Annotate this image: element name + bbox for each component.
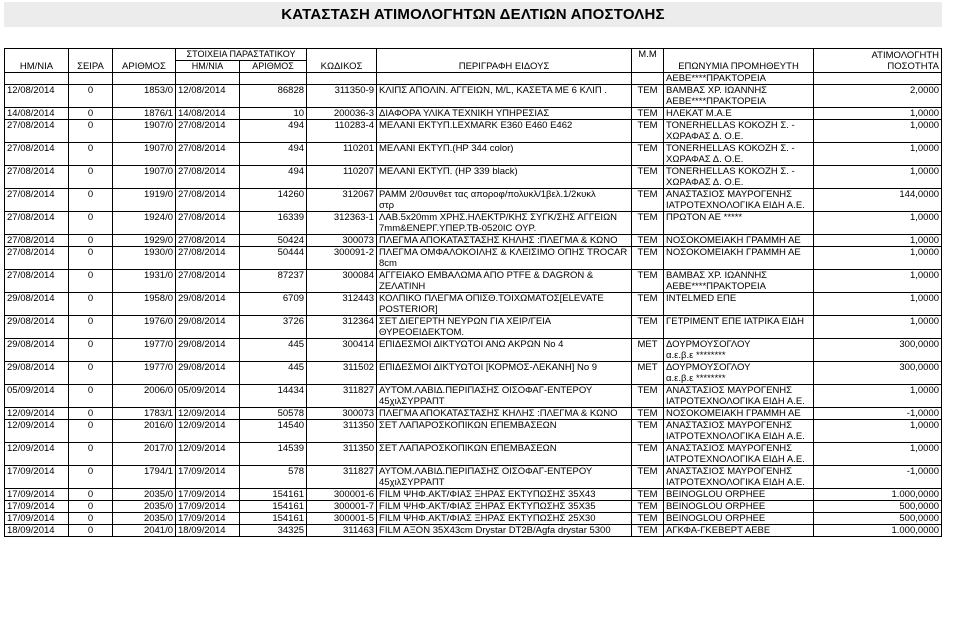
cell-doc-date: 27/08/2014 (176, 166, 240, 189)
cell-date: 27/08/2014 (5, 212, 69, 235)
cell-number: 1930/0 (113, 247, 176, 270)
cell-number: 1783/1 (113, 408, 176, 420)
cell-date: 17/09/2014 (5, 513, 69, 525)
cell-supplier: BEINOGLOU ORPHEE (664, 489, 814, 501)
cell-quantity: 1,0000 (814, 420, 942, 443)
cell-number: 2035/0 (113, 513, 176, 525)
cell-supplier: ΑΝΑΣΤΑΣΙΟΣ ΜΑΥΡΟΓΕΝΗΣ ΙΑΤΡΟΤΕΧΝΟΛΟΓΙΚΑ ΕΙΔΗ Α.Ε. (664, 385, 814, 408)
cell-date: 17/09/2014 (5, 501, 69, 513)
cell-unit: TEM (632, 108, 664, 120)
cell-number: 1929/0 (113, 235, 176, 247)
cell-description: ΑΓΓΕΙΑΚΟ ΕΜΒΑΛΩΜΑ ΑΠΟ PTFE & DAGRON & ΖΕΛΑΤΙΝΗ (377, 270, 632, 293)
cell-number: 2035/0 (113, 489, 176, 501)
cell-description: ΚΟΛΠΙΚΟ ΠΛΕΓΜΑ ΟΠΙΣΘ.ΤΟΙΧΩΜΑΤΟΣ[ELEVATE POSTERIOR] (377, 293, 632, 316)
cell-doc-number: 154161 (240, 513, 307, 525)
cell-supplier: ΝΟΣΟΚΟΜΕΙΑΚΗ ΓΡΑΜΜΗ ΑΕ (664, 247, 814, 270)
cell-doc-date: 17/09/2014 (176, 466, 240, 489)
cell-doc-number: 14434 (240, 385, 307, 408)
cell-unit: TEM (632, 408, 664, 420)
cell-quantity: -1,0000 (814, 408, 942, 420)
cell-number: 1931/0 (113, 270, 176, 293)
table-row (5, 443, 942, 466)
cell-description: ΕΠΙΔΕΣΜΟΙ ΔΙΚΤΥΩΤΟΙ [ΚΟΡΜΟΣ-ΛΕΚΑΝΗ] Νο 9 (377, 362, 632, 385)
cell-unit: TEM (632, 235, 664, 247)
cell-supplier: ΒΑΜΒΑΣ ΧΡ. ΙΩΑΝΝΗΣ ΑΕΒΕ****ΠΡΑΚΤΟΡΕΙΑ (664, 270, 814, 293)
header-unit: Μ.Μ (632, 49, 664, 73)
header-doc-date: ΗΜ/ΝΙΑ (176, 61, 240, 73)
cell-code: 300073 (307, 235, 377, 247)
cell-supplier: ΔΟΥΡΜΟΥΣΟΓΛΟΥ α.ε.β.ε ******** (664, 362, 814, 385)
cell-unit: TEM (632, 316, 664, 339)
cell-number: 2016/0 (113, 420, 176, 443)
cell-number: 1907/0 (113, 120, 176, 143)
cell-series: 0 (69, 166, 113, 189)
cell-description: ΜΕΛΑΝΙ ΕΚΤΥΠ.LEXMARK E360 E460 E462 (377, 120, 632, 143)
cell-supplier: ΑΕΒΕ****ΠΡΑΚΤΟΡΕΙΑ (664, 73, 814, 85)
cell-quantity: 1,0000 (814, 293, 942, 316)
cell-series: 0 (69, 385, 113, 408)
cell-unit: TEM (632, 489, 664, 501)
cell-unit (632, 73, 664, 85)
table-row (5, 108, 942, 120)
cell-supplier: ΔΟΥΡΜΟΥΣΟΓΛΟΥ α.ε.β.ε ******** (664, 339, 814, 362)
cell-date: 12/09/2014 (5, 420, 69, 443)
cell-unit: TEM (632, 189, 664, 212)
cell-doc-number: 16339 (240, 212, 307, 235)
cell-date: 27/08/2014 (5, 166, 69, 189)
cell-number: 1977/0 (113, 362, 176, 385)
cell-date: 27/08/2014 (5, 120, 69, 143)
cell-series (69, 73, 113, 85)
cell-description: FILM ΨΗΦ.ΑΚΤ/ΦΙΑΣ ΞΗΡΑΣ ΕΚΤΥΠΩΣΗΣ 35X35 (377, 501, 632, 513)
cell-doc-number: 86828 (240, 85, 307, 108)
table-row (5, 513, 942, 525)
cell-code: 110201 (307, 143, 377, 166)
cell-doc-number: 494 (240, 120, 307, 143)
cell-number: 1977/0 (113, 339, 176, 362)
cell-quantity: 1,0000 (814, 166, 942, 189)
cell-date: 27/08/2014 (5, 189, 69, 212)
cell-doc-date: 29/08/2014 (176, 293, 240, 316)
cell-unit: TEM (632, 85, 664, 108)
table-row (5, 362, 942, 385)
cell-quantity: 1.000,0000 (814, 525, 942, 537)
cell-code: 300084 (307, 270, 377, 293)
cell-quantity: 300,0000 (814, 362, 942, 385)
cell-code: 110207 (307, 166, 377, 189)
cell-doc-number: 3726 (240, 316, 307, 339)
cell-doc-date: 12/08/2014 (176, 85, 240, 108)
header-number: ΑΡΙΘΜΟΣ (113, 49, 176, 73)
cell-doc-number (240, 73, 307, 85)
cell-quantity: 1,0000 (814, 385, 942, 408)
cell-description: ΑΥΤΟΜ.ΛΑΒΙΔ.ΠΕΡΙΠΑΣΗΣ ΟΙΣΟΦΑΓ-ΕΝΤΕΡΟΥ 45χιλΣΥΡΡΑΠΤ (377, 385, 632, 408)
cell-date: 12/09/2014 (5, 443, 69, 466)
cell-supplier: ΑΝΑΣΤΑΣΙΟΣ ΜΑΥΡΟΓΕΝΗΣ ΙΑΤΡΟΤΕΧΝΟΛΟΓΙΚΑ ΕΙΔΗ Α.Ε. (664, 443, 814, 466)
cell-doc-date: 27/08/2014 (176, 143, 240, 166)
cell-doc-date: 14/08/2014 (176, 108, 240, 120)
cell-doc-date: 29/08/2014 (176, 316, 240, 339)
cell-code: 311463 (307, 525, 377, 537)
cell-number: 1924/0 (113, 212, 176, 235)
cell-code: 300001-7 (307, 501, 377, 513)
table-row (5, 316, 942, 339)
cell-supplier: ΑΝΑΣΤΑΣΙΟΣ ΜΑΥΡΟΓΕΝΗΣ ΙΑΤΡΟΤΕΧΝΟΛΟΓΙΚΑ ΕΙΔΗ Α.Ε. (664, 466, 814, 489)
cell-supplier: ΒΑΜΒΑΣ ΧΡ. ΙΩΑΝΝΗΣ ΑΕΒΕ****ΠΡΑΚΤΟΡΕΙΑ (664, 85, 814, 108)
cell-series: 0 (69, 143, 113, 166)
cell-number: 2017/0 (113, 443, 176, 466)
cell-code: 300001-6 (307, 489, 377, 501)
cell-doc-number: 154161 (240, 501, 307, 513)
cell-description (377, 73, 632, 85)
cell-number: 1919/0 (113, 189, 176, 212)
cell-number: 1907/0 (113, 166, 176, 189)
cell-doc-number: 154161 (240, 489, 307, 501)
report-table (4, 48, 942, 537)
cell-series: 0 (69, 293, 113, 316)
cell-code: 311827 (307, 466, 377, 489)
cell-doc-date: 27/08/2014 (176, 247, 240, 270)
cell-doc-number: 87237 (240, 270, 307, 293)
cell-supplier: TONERHELLAS ΚΟΚΟΖΗ Σ. - ΧΩΡΑΦΑΣ Δ. Ο.Ε. (664, 143, 814, 166)
cell-number: 1958/0 (113, 293, 176, 316)
header-document-group: ΣΤΟΙΧΕΙΑ ΠΑΡΑΣΤΑΤΙΚΟΥ (176, 49, 307, 61)
table-row (5, 339, 942, 362)
cell-quantity: 1,0000 (814, 270, 942, 293)
cell-doc-date (176, 73, 240, 85)
cell-doc-date: 29/08/2014 (176, 339, 240, 362)
cell-doc-number: 445 (240, 362, 307, 385)
header-quantity-line1: ΑΤΙΜΟΛΟΓΗΤΗ (871, 50, 940, 61)
cell-supplier: ΗΛΕΚΑΤ Μ.Α.Ε (664, 108, 814, 120)
cell-series: 0 (69, 489, 113, 501)
header-supplier: ΕΠΩΝΥΜΙΑ ΠΡΟΜΗΘΕΥΤΗ (664, 49, 814, 73)
cell-unit: TEM (632, 385, 664, 408)
cell-description: FILM ΨΗΦ.ΑΚΤ/ΦΙΑΣ ΞΗΡΑΣ ΕΚΤΥΠΩΣΗΣ 35X43 (377, 489, 632, 501)
cell-quantity: 1,0000 (814, 247, 942, 270)
table-header (5, 49, 942, 73)
cell-series: 0 (69, 316, 113, 339)
cell-date: 27/08/2014 (5, 247, 69, 270)
cell-unit: ΜΕΤ (632, 339, 664, 362)
cell-date: 29/08/2014 (5, 339, 69, 362)
table-row (5, 143, 942, 166)
cell-doc-number: 14260 (240, 189, 307, 212)
cell-date: 17/09/2014 (5, 466, 69, 489)
cell-series: 0 (69, 408, 113, 420)
table-row (5, 408, 942, 420)
cell-series: 0 (69, 235, 113, 247)
cell-doc-number: 14540 (240, 420, 307, 443)
cell-quantity: 1.000,0000 (814, 489, 942, 501)
cell-description: FILM ΑΞΟΝ 35X43cm Drystar DT2B/Agfa drystar 5300 (377, 525, 632, 537)
cell-code: 312363-1 (307, 212, 377, 235)
cell-number: 2041/0 (113, 525, 176, 537)
cell-number: 1976/0 (113, 316, 176, 339)
cell-doc-number: 494 (240, 143, 307, 166)
header-quantity-line2: ΠΟΣΟΤΗΤΑ (887, 61, 940, 72)
cell-quantity: 1,0000 (814, 108, 942, 120)
cell-code: 311502 (307, 362, 377, 385)
cell-description: ΜΕΛΑΝΙ ΕΚΤΥΠ. (HP 339 black) (377, 166, 632, 189)
cell-description: ΣΕΤ ΛΑΠΑΡΟΣΚΟΠΙΚΩΝ ΕΠΕΜΒΑΣΕΩΝ (377, 443, 632, 466)
cell-doc-number: 34325 (240, 525, 307, 537)
cell-date: 12/09/2014 (5, 408, 69, 420)
cell-description: FILM ΨΗΦ.ΑΚΤ/ΦΙΑΣ ΞΗΡΑΣ ΕΚΤΥΠΩΣΗΣ 25X30 (377, 513, 632, 525)
cell-supplier: ΑΝΑΣΤΑΣΙΟΣ ΜΑΥΡΟΓΕΝΗΣ ΙΑΤΡΟΤΕΧΝΟΛΟΓΙΚΑ ΕΙΔΗ Α.Ε. (664, 420, 814, 443)
table-row (5, 525, 942, 537)
cell-series: 0 (69, 339, 113, 362)
cell-unit: TEM (632, 166, 664, 189)
cell-series: 0 (69, 212, 113, 235)
cell-code (307, 73, 377, 85)
cell-description: ΣΕΤ ΔΙΕΓΕΡΤΗ ΝΕΥΡΩΝ ΓΙΑ ΧΕΙΡ/ΓΕΙΑ ΘΥΡΕΟΕΙΔΕΚΤΟΜ. (377, 316, 632, 339)
cell-unit: ΜΕΤ (632, 362, 664, 385)
header-series: ΣΕΙΡΑ (69, 49, 113, 73)
table-row (5, 489, 942, 501)
cell-supplier: TONERHELLAS ΚΟΚΟΖΗ Σ. - ΧΩΡΑΦΑΣ Δ. Ο.Ε. (664, 166, 814, 189)
cell-quantity: 1,0000 (814, 212, 942, 235)
cell-unit: TEM (632, 247, 664, 270)
cell-series: 0 (69, 513, 113, 525)
cell-code: 312364 (307, 316, 377, 339)
cell-quantity: 1,0000 (814, 316, 942, 339)
cell-code: 200036-3 (307, 108, 377, 120)
cell-quantity: 1,0000 (814, 235, 942, 247)
cell-code: 300091-2 (307, 247, 377, 270)
header-doc-number: ΑΡΙΘΜΟΣ (240, 61, 307, 73)
cell-description: ΠΛΕΓΜΑ ΟΜΦΑΛΟΚΟΙΛΗΣ & ΚΛΕΙΣΙΜΟ ΟΠΗΣ TROCAR 8cm (377, 247, 632, 270)
table-row (5, 212, 942, 235)
cell-date: 29/08/2014 (5, 293, 69, 316)
report-title: ΚΑΤΑΣΤΑΣΗ ΑΤΙΜΟΛΟΓΗΤΩΝ ΔΕΛΤΙΩΝ ΑΠΟΣΤΟΛΗΣ (4, 2, 942, 27)
cell-doc-date: 27/08/2014 (176, 235, 240, 247)
cell-description: ΡΑΜΜ 2/0συνθετ τας αποροφ/πολυκλ/1βελ.1/2κυκλ στρ (377, 189, 632, 212)
cell-doc-date: 27/08/2014 (176, 212, 240, 235)
cell-unit: TEM (632, 270, 664, 293)
header-quantity (814, 49, 942, 73)
cell-code: 300414 (307, 339, 377, 362)
cell-series: 0 (69, 189, 113, 212)
cell-doc-date: 17/09/2014 (176, 513, 240, 525)
cell-code: 312067 (307, 189, 377, 212)
cell-number: 1794/1 (113, 466, 176, 489)
cell-doc-date: 05/09/2014 (176, 385, 240, 408)
cell-doc-date: 12/09/2014 (176, 408, 240, 420)
cell-supplier: ΓΕΤΡΙΜΕΝΤ ΕΠΕ ΙΑΤΡΙΚΑ ΕΙΔΗ (664, 316, 814, 339)
cell-series: 0 (69, 420, 113, 443)
cell-date: 05/09/2014 (5, 385, 69, 408)
header-date: ΗΜ/ΝΙΑ (5, 49, 69, 73)
cell-doc-date: 27/08/2014 (176, 120, 240, 143)
cell-series: 0 (69, 443, 113, 466)
cell-doc-number: 50444 (240, 247, 307, 270)
cell-code: 110283-4 (307, 120, 377, 143)
table-row (5, 166, 942, 189)
cell-date: 12/08/2014 (5, 85, 69, 108)
cell-unit: TEM (632, 501, 664, 513)
cell-unit: TEM (632, 420, 664, 443)
cell-doc-number: 14539 (240, 443, 307, 466)
table-row (5, 85, 942, 108)
cell-quantity: 144,0000 (814, 189, 942, 212)
cell-date: 14/08/2014 (5, 108, 69, 120)
cell-date: 29/08/2014 (5, 362, 69, 385)
header-description: ΠΕΡΙΓΡΑΦΗ ΕΙΔΟΥΣ (377, 49, 632, 73)
cell-code: 300001-5 (307, 513, 377, 525)
cell-date: 29/08/2014 (5, 316, 69, 339)
cell-description: ΕΠΙΔΕΣΜΟΙ ΔΙΚΤΥΩΤΟΙ ΑΝΩ ΑΚΡΩΝ Νο 4 (377, 339, 632, 362)
cell-quantity: 1,0000 (814, 443, 942, 466)
cell-doc-number: 6709 (240, 293, 307, 316)
cell-quantity: 300,0000 (814, 339, 942, 362)
cell-unit: TEM (632, 212, 664, 235)
table-body (5, 73, 942, 537)
cell-quantity: 500,0000 (814, 501, 942, 513)
cell-quantity: 2,0000 (814, 85, 942, 108)
cell-date: 27/08/2014 (5, 235, 69, 247)
cell-series: 0 (69, 362, 113, 385)
cell-supplier: BEINOGLOU ORPHEE (664, 501, 814, 513)
cell-doc-number: 10 (240, 108, 307, 120)
cell-unit: TEM (632, 513, 664, 525)
cell-supplier: ΝΟΣΟΚΟΜΕΙΑΚΗ ΓΡΑΜΜΗ ΑΕ (664, 235, 814, 247)
cell-supplier: INTELMED ΕΠΕ (664, 293, 814, 316)
cell-doc-date: 17/09/2014 (176, 501, 240, 513)
header-code: ΚΩΔΙΚΟΣ (307, 49, 377, 73)
cell-doc-number: 50578 (240, 408, 307, 420)
cell-supplier: TONERHELLAS ΚΟΚΟΖΗ Σ. - ΧΩΡΑΦΑΣ Δ. Ο.Ε. (664, 120, 814, 143)
cell-series: 0 (69, 108, 113, 120)
cell-doc-number: 578 (240, 466, 307, 489)
cell-series: 0 (69, 247, 113, 270)
cell-quantity (814, 73, 942, 85)
cell-doc-date: 18/09/2014 (176, 525, 240, 537)
cell-date: 27/08/2014 (5, 143, 69, 166)
cell-doc-number: 445 (240, 339, 307, 362)
cell-description: ΑΥΤΟΜ.ΛΑΒΙΔ.ΠΕΡΙΠΑΣΗΣ ΟΙΣΟΦΑΓ-ΕΝΤΕΡΟΥ 45χιλΣΥΡΡΑΠΤ (377, 466, 632, 489)
cell-number: 1853/0 (113, 85, 176, 108)
cell-date: 17/09/2014 (5, 489, 69, 501)
cell-unit: TEM (632, 443, 664, 466)
cell-unit: TEM (632, 143, 664, 166)
cell-supplier: ΠΡΩΤΟΝ ΑΕ ***** (664, 212, 814, 235)
table-row (5, 466, 942, 489)
cell-supplier: BEINOGLOU ORPHEE (664, 513, 814, 525)
cell-series: 0 (69, 270, 113, 293)
cell-date: 27/08/2014 (5, 270, 69, 293)
table-row (5, 501, 942, 513)
cell-description: ΠΛΕΓΜΑ ΑΠΟΚΑΤΑΣΤΑΣΗΣ ΚΗΛΗΣ :ΠΛΕΓΜΑ & ΚΩΝΟ (377, 408, 632, 420)
cell-series: 0 (69, 85, 113, 108)
cell-doc-date: 12/09/2014 (176, 420, 240, 443)
cell-supplier: ΑΓΚΦΑ-ΓΚΕΒΕΡΤ ΑΕΒΕ (664, 525, 814, 537)
table-row (5, 247, 942, 270)
cell-description: ΠΛΕΓΜΑ ΑΠΟΚΑΤΑΣΤΑΣΗΣ ΚΗΛΗΣ :ΠΛΕΓΜΑ & ΚΩΝΟ (377, 235, 632, 247)
cell-series: 0 (69, 525, 113, 537)
cell-unit: TEM (632, 120, 664, 143)
cell-description: ΛΑΒ.5x20mm ΧΡΗΣ.ΗΛΕΚΤΡ/ΚΗΣ ΣΥΓΚ/ΣΗΣ ΑΓΓΕΙΩΝ 7mm&ΕΝΕΡΓ.ΥΠΕΡ.ΤΒ-0520IC ΟΥΡ. (377, 212, 632, 235)
table-row (5, 270, 942, 293)
cell-number: 2035/0 (113, 501, 176, 513)
cell-quantity: 1,0000 (814, 143, 942, 166)
cell-number (113, 73, 176, 85)
cell-unit: TEM (632, 466, 664, 489)
cell-description: ΜΕΛΑΝΙ ΕΚΤΥΠ.(HP 344 color) (377, 143, 632, 166)
table-row (5, 235, 942, 247)
cell-unit: TEM (632, 525, 664, 537)
cell-doc-number: 50424 (240, 235, 307, 247)
cell-doc-date: 12/09/2014 (176, 443, 240, 466)
cell-code: 300073 (307, 408, 377, 420)
cell-code: 311827 (307, 385, 377, 408)
cell-number: 1876/1 (113, 108, 176, 120)
cell-code: 312443 (307, 293, 377, 316)
cell-unit: TEM (632, 293, 664, 316)
cell-supplier: ΑΝΑΣΤΑΣΙΟΣ ΜΑΥΡΟΓΕΝΗΣ ΙΑΤΡΟΤΕΧΝΟΛΟΓΙΚΑ ΕΙΔΗ Α.Ε. (664, 189, 814, 212)
cell-number: 1907/0 (113, 143, 176, 166)
table-row (5, 385, 942, 408)
cell-doc-date: 27/08/2014 (176, 270, 240, 293)
cell-date: 18/09/2014 (5, 525, 69, 537)
cell-series: 0 (69, 501, 113, 513)
table-row (5, 293, 942, 316)
cell-doc-date: 27/08/2014 (176, 189, 240, 212)
table-row (5, 189, 942, 212)
cell-series: 0 (69, 466, 113, 489)
cell-quantity: 1,0000 (814, 120, 942, 143)
cell-code: 311350 (307, 420, 377, 443)
table-row (5, 120, 942, 143)
cell-description: ΚΛΙΠΣ ΑΠΟΛΙΝ. ΑΓΓΕΙΩΝ, M/L, ΚΑΣΕΤΑ ΜΕ 6 ΚΛΙΠ . (377, 85, 632, 108)
cell-code: 311350 (307, 443, 377, 466)
cell-description: ΣΕΤ ΛΑΠΑΡΟΣΚΟΠΙΚΩΝ ΕΠΕΜΒΑΣΕΩΝ (377, 420, 632, 443)
cell-code: 311350-9 (307, 85, 377, 108)
cell-quantity: 500,0000 (814, 513, 942, 525)
cell-doc-date: 29/08/2014 (176, 362, 240, 385)
table-row (5, 420, 942, 443)
cell-quantity: -1,0000 (814, 466, 942, 489)
cell-series: 0 (69, 120, 113, 143)
cell-doc-date: 17/09/2014 (176, 489, 240, 501)
cell-doc-number: 494 (240, 166, 307, 189)
table-row-top (5, 73, 942, 85)
cell-number: 2006/0 (113, 385, 176, 408)
cell-date (5, 73, 69, 85)
cell-supplier: ΝΟΣΟΚΟΜΕΙΑΚΗ ΓΡΑΜΜΗ ΑΕ (664, 408, 814, 420)
cell-description: ΔΙΑΦΟΡΑ ΥΛΙΚΑ ΤΕΧΝΙΚΗ ΥΠΗΡΕΣΙΑΣ (377, 108, 632, 120)
